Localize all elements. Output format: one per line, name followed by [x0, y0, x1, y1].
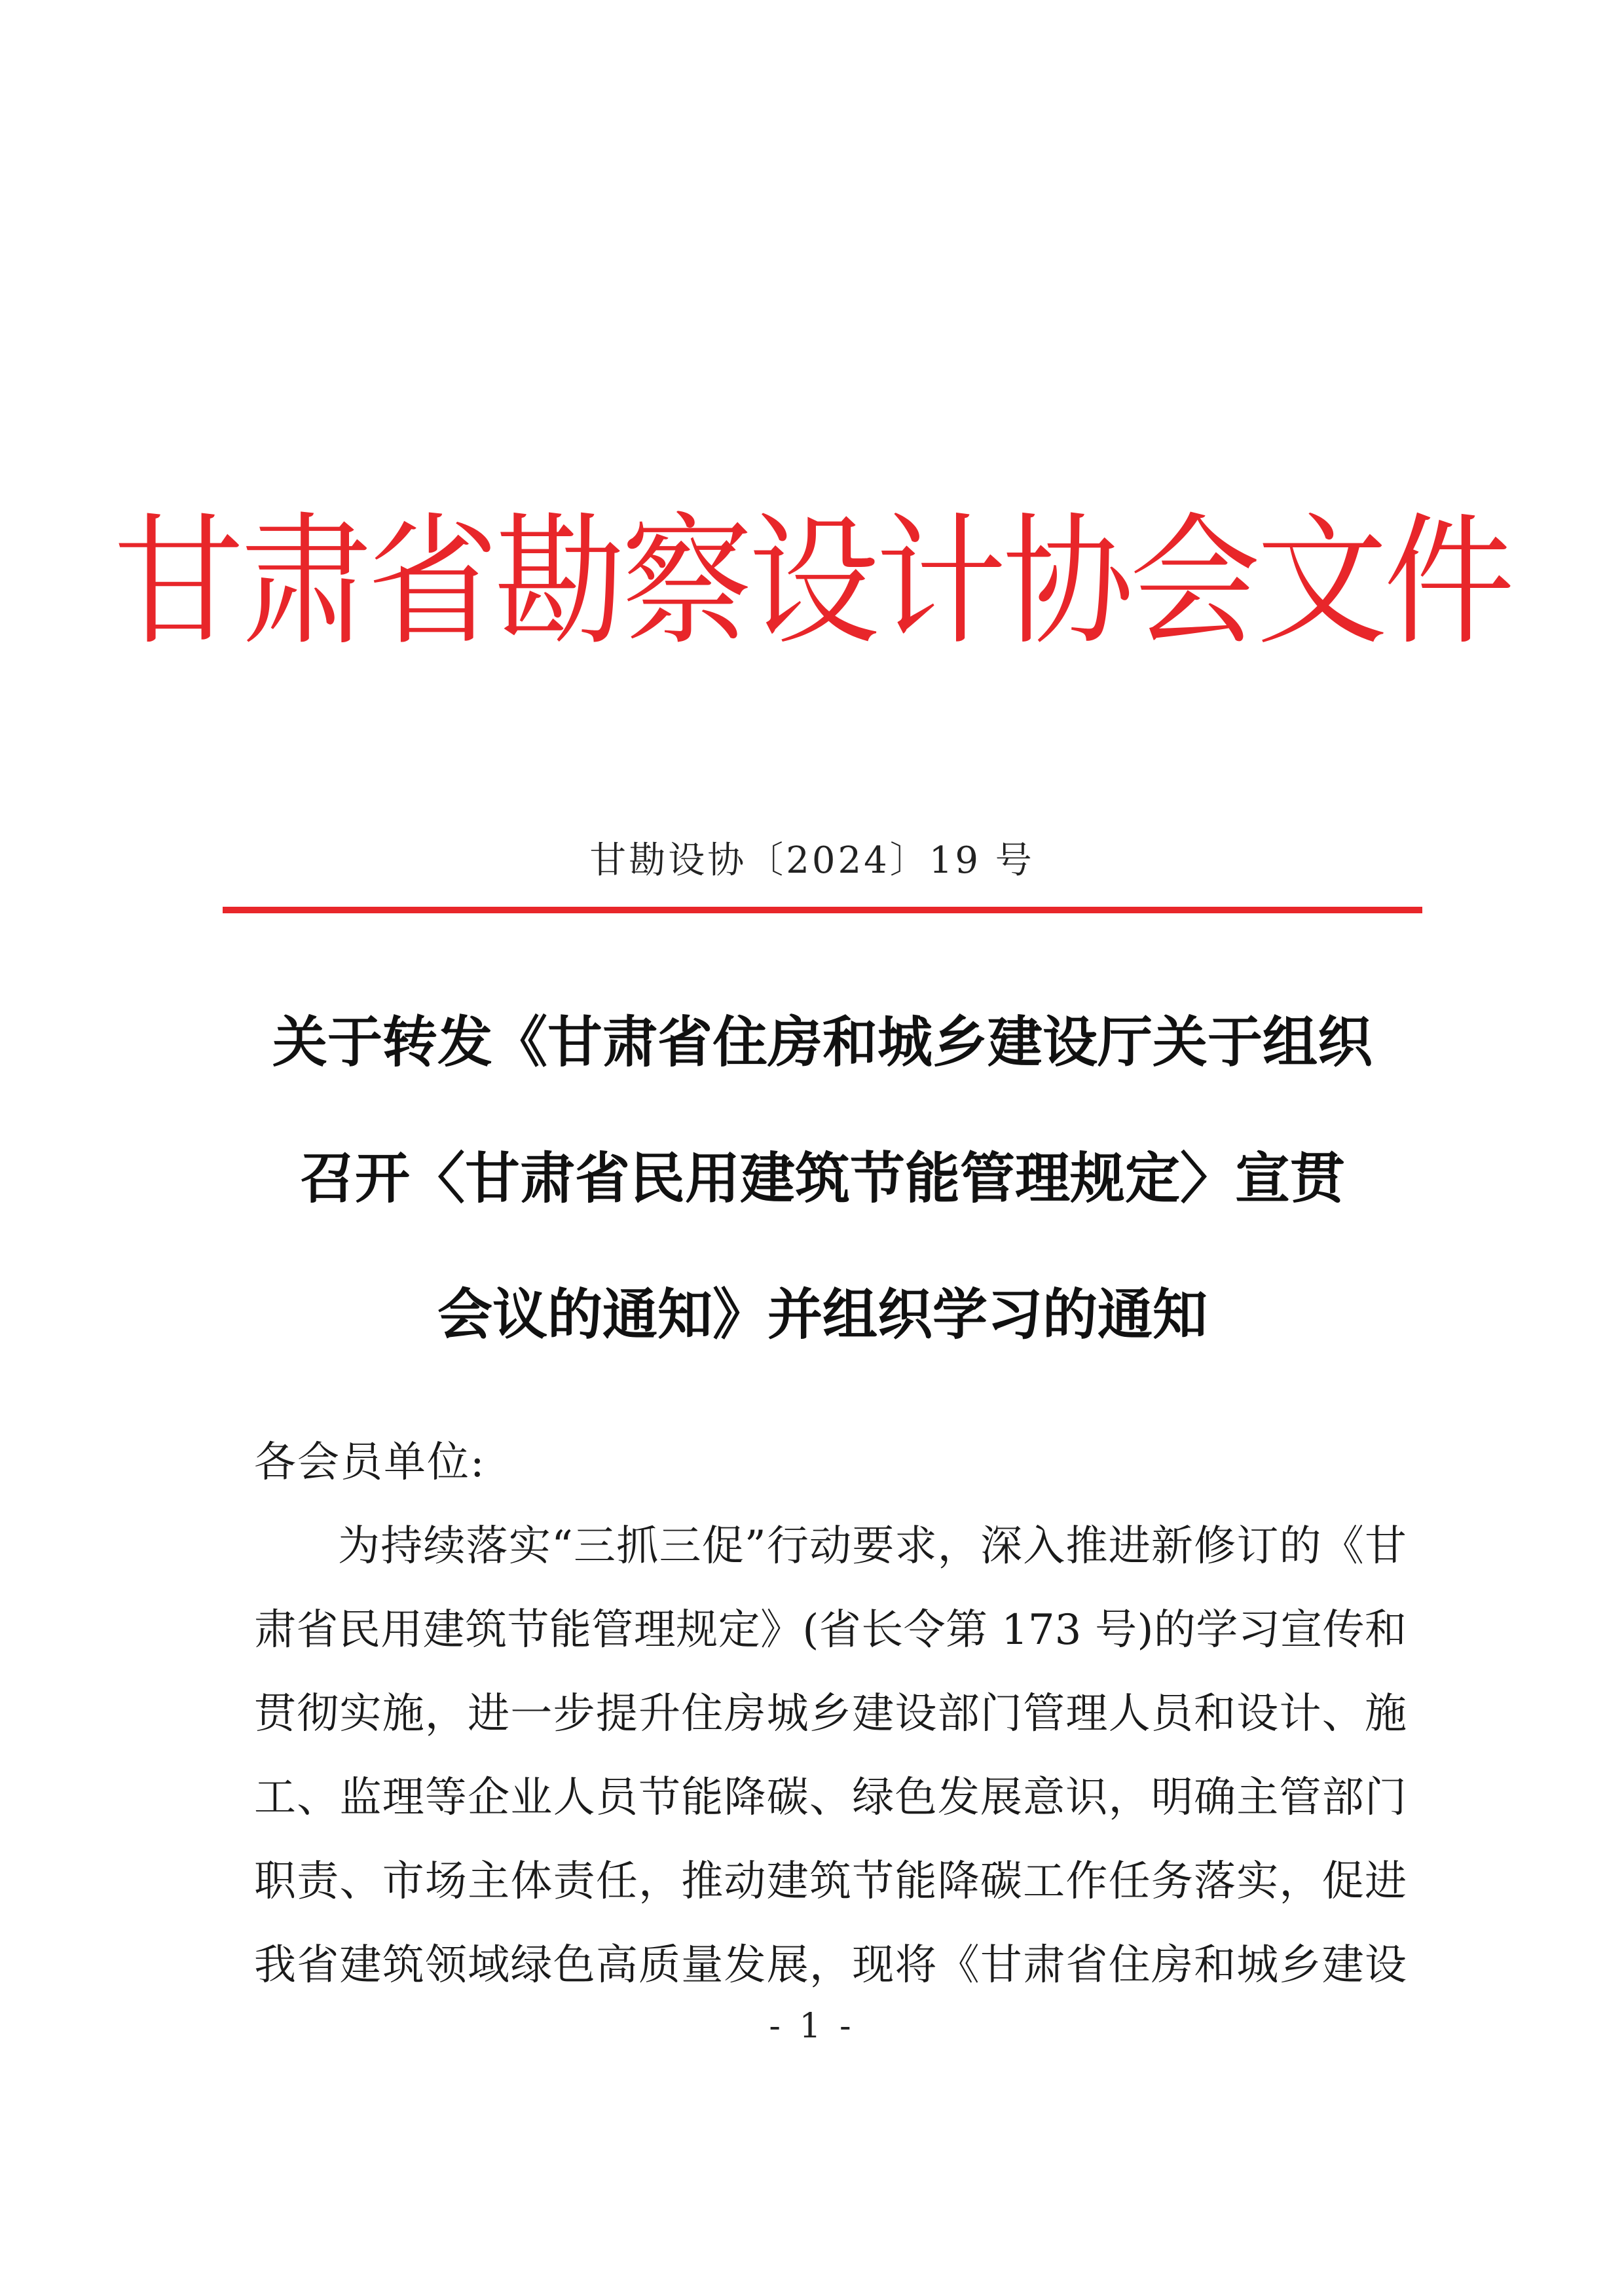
salutation: 各会员单位: — [254, 1438, 486, 1487]
notice-title — [223, 974, 1422, 1383]
paragraph-line-4: 工、监理等企业人员节能降碳、绿色发展意识，明确主管部门 — [254, 1774, 1407, 1822]
body-text — [254, 1421, 1407, 2007]
org-header-title: 甘肃省勘察设计协会文件 — [113, 500, 1511, 665]
page-number: - 1 - — [769, 2007, 855, 2046]
paragraph-line-6: 我省建筑领域绿色高质量发展，现将《甘肃省住房和城乡建设 — [254, 1941, 1407, 1990]
paragraph-line-5: 职责、市场主体责任，推动建筑节能降碳工作任务落实，促进 — [254, 1857, 1407, 1906]
paragraph-line-3: 贯彻实施，进一步提升住房城乡建设部门管理人员和设计、施 — [254, 1690, 1407, 1738]
document-number: 甘勘设协〔2024〕19 号 — [589, 839, 1035, 882]
red-separator-rule — [223, 907, 1422, 913]
paragraph-line-1: 为持续落实“三抓三促”行动要求，深入推进新修订的《甘 — [338, 1522, 1407, 1571]
paragraph-line-2: 肃省民用建筑节能管理规定》(省长令第 173 号)的学习宣传和 — [254, 1606, 1407, 1654]
title-line-2: 召开〈甘肃省民用建筑节能管理规定〉宣贯 — [299, 1146, 1345, 1211]
title-line-1: 关于转发《甘肃省住房和城乡建设厅关于组织 — [272, 1010, 1373, 1074]
title-line-3: 会议的通知》并组织学习的通知 — [437, 1283, 1208, 1347]
